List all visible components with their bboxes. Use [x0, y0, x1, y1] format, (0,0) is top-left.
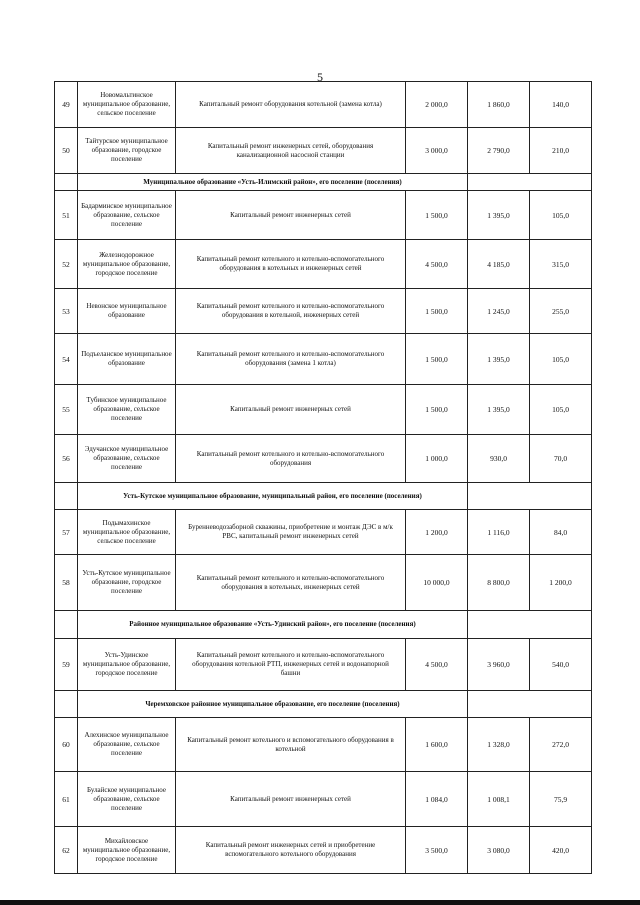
row-number: 61	[55, 772, 78, 827]
amount-total: 10 000,0	[406, 555, 468, 611]
row-number: 55	[55, 385, 78, 435]
table-row	[55, 385, 592, 435]
work-description: Капитальный ремонт инженерных сетей	[176, 385, 406, 435]
municipality-name: Бадарминское муниципальное образование, сельское поселение	[78, 191, 176, 240]
municipality-name: Новомальтинское муниципальное образование, сельское поселение	[78, 82, 176, 128]
row-number: 56	[55, 435, 78, 483]
amount-total: 1 200,0	[406, 510, 468, 555]
table-row	[55, 827, 592, 874]
amount-total: 1 500,0	[406, 289, 468, 334]
table-row	[55, 718, 592, 772]
amount-local: 315,0	[530, 240, 592, 289]
amount-regional: 1 008,1	[468, 772, 530, 827]
section-cell-empty	[468, 691, 592, 718]
municipality-name: Тайтурское муниципальное образование, городское поселение	[78, 128, 176, 174]
work-description: Капитальный ремонт котельного и котельно-вспомогательного оборудования в котельной, инженерных сетей	[176, 289, 406, 334]
work-description: Капитальный ремонт котельного и вспомогательного оборудования в котельной	[176, 718, 406, 772]
amount-local: 255,0	[530, 289, 592, 334]
amount-local: 105,0	[530, 385, 592, 435]
section-cell-empty	[468, 611, 592, 639]
row-number: 53	[55, 289, 78, 334]
amount-regional: 1 860,0	[468, 82, 530, 128]
amount-total: 1 084,0	[406, 772, 468, 827]
amount-total: 4 500,0	[406, 639, 468, 691]
section-header-row	[55, 174, 592, 191]
amount-total: 1 600,0	[406, 718, 468, 772]
amount-total: 1 500,0	[406, 385, 468, 435]
amount-total: 2 000,0	[406, 82, 468, 128]
row-number: 49	[55, 82, 78, 128]
section-title: Муниципальное образование «Усть-Илимский район», его поселение (поселения)	[78, 174, 468, 191]
row-number: 57	[55, 510, 78, 555]
row-number: 58	[55, 555, 78, 611]
municipality-name: Булайское муниципальное образование, сельское поселение	[78, 772, 176, 827]
amount-total: 1 000,0	[406, 435, 468, 483]
amount-total: 4 500,0	[406, 240, 468, 289]
amount-local: 105,0	[530, 334, 592, 385]
row-number: 59	[55, 639, 78, 691]
work-description: Капитальный ремонт инженерных сетей и приобретение вспомогательного котельного оборудования	[176, 827, 406, 874]
work-description: Капитальный ремонт котельного и котельно-вспомогательного оборудования в котельных и инженерных сетей	[176, 240, 406, 289]
amount-regional: 2 790,0	[468, 128, 530, 174]
municipality-name: Алехинское муниципальное образование, сельское поселение	[78, 718, 176, 772]
amount-local: 420,0	[530, 827, 592, 874]
table-row	[55, 639, 592, 691]
amount-total: 3 000,0	[406, 128, 468, 174]
amount-local: 540,0	[530, 639, 592, 691]
work-description: Буренневодозаборной скважины, приобретение и монтаж ДЭС в м/к РВС, капитальный ремонт инженерных сетей	[176, 510, 406, 555]
page-number: 5	[317, 70, 323, 84]
work-description: Капитальный ремонт инженерных сетей	[176, 191, 406, 240]
table-row	[55, 82, 592, 128]
amount-regional: 1 395,0	[468, 334, 530, 385]
municipality-name: Подъеланское муниципальное образование	[78, 334, 176, 385]
amount-total: 3 500,0	[406, 827, 468, 874]
amount-regional: 3 960,0	[468, 639, 530, 691]
scan-bottom-edge	[0, 900, 640, 905]
section-header-row	[55, 483, 592, 510]
municipality-name: Невонское муниципальное образование	[78, 289, 176, 334]
section-header-row	[55, 691, 592, 718]
work-description: Капитальный ремонт котельного и котельно-вспомогательного оборудования (замена 1 котла)	[176, 334, 406, 385]
amount-local: 105,0	[530, 191, 592, 240]
municipality-name: Тубинское муниципальное образование, сельское поселение	[78, 385, 176, 435]
work-description: Капитальный ремонт инженерных сетей	[176, 772, 406, 827]
section-title: Усть-Кутское муниципальное образование, муниципальный район, его поселение (поселения)	[78, 483, 468, 510]
amount-local: 210,0	[530, 128, 592, 174]
work-description: Капитальный ремонт оборудования котельной (замена котла)	[176, 82, 406, 128]
work-description: Капитальный ремонт инженерных сетей, оборудования канализационной насосной станции	[176, 128, 406, 174]
amount-local: 140,0	[530, 82, 592, 128]
row-number: 60	[55, 718, 78, 772]
work-description: Капитальный ремонт котельного и котельно-вспомогательного оборудования котельной РТП, инженерных сетей и водонапорной башни	[176, 639, 406, 691]
amount-local: 1 200,0	[530, 555, 592, 611]
section-cell-num	[55, 691, 78, 718]
table-row	[55, 334, 592, 385]
table-row	[55, 435, 592, 483]
work-description: Капитальный ремонт котельного и котельно-вспомогательного оборудования	[176, 435, 406, 483]
section-cell-empty	[468, 483, 592, 510]
amount-total: 1 500,0	[406, 334, 468, 385]
row-number: 54	[55, 334, 78, 385]
amount-local: 75,9	[530, 772, 592, 827]
row-number: 51	[55, 191, 78, 240]
table-row	[55, 191, 592, 240]
funding-table	[54, 81, 592, 874]
table-row	[55, 128, 592, 174]
table-row	[55, 240, 592, 289]
municipality-name: Подымахинское муниципальное образование, сельское поселение	[78, 510, 176, 555]
section-header-row	[55, 611, 592, 639]
amount-total: 1 500,0	[406, 191, 468, 240]
work-description: Капитальный ремонт котельного и котельно-вспомогательного оборудования в котельных, инженерных сетей	[176, 555, 406, 611]
table-row	[55, 289, 592, 334]
table-row	[55, 510, 592, 555]
table-row	[55, 772, 592, 827]
amount-regional: 1 328,0	[468, 718, 530, 772]
section-cell-num	[55, 483, 78, 510]
section-title: Районное муниципальное образование «Усть-Удинский район», его поселение (поселения)	[78, 611, 468, 639]
amount-regional: 3 080,0	[468, 827, 530, 874]
amount-local: 84,0	[530, 510, 592, 555]
section-cell-num	[55, 611, 78, 639]
municipality-name: Усть-Удинское муниципальное образование, городское поселение	[78, 639, 176, 691]
row-number: 50	[55, 128, 78, 174]
section-cell-empty	[468, 174, 592, 191]
row-number: 52	[55, 240, 78, 289]
amount-regional: 1 395,0	[468, 191, 530, 240]
amount-local: 70,0	[530, 435, 592, 483]
amount-local: 272,0	[530, 718, 592, 772]
municipality-name: Железнодорожное муниципальное образование, городское поселение	[78, 240, 176, 289]
amount-regional: 1 395,0	[468, 385, 530, 435]
amount-regional: 4 185,0	[468, 240, 530, 289]
section-title: Черемховское районное муниципальное образование, его поселение (поселения)	[78, 691, 468, 718]
section-cell-num	[55, 174, 78, 191]
amount-regional: 8 800,0	[468, 555, 530, 611]
amount-regional: 930,0	[468, 435, 530, 483]
row-number: 62	[55, 827, 78, 874]
table-row	[55, 555, 592, 611]
municipality-name: Усть-Кутское муниципальное образование, городское поселение	[78, 555, 176, 611]
municipality-name: Михайловское муниципальное образование, городское поселение	[78, 827, 176, 874]
amount-regional: 1 116,0	[468, 510, 530, 555]
amount-regional: 1 245,0	[468, 289, 530, 334]
municipality-name: Эдучанское муниципальное образование, сельское поселение	[78, 435, 176, 483]
